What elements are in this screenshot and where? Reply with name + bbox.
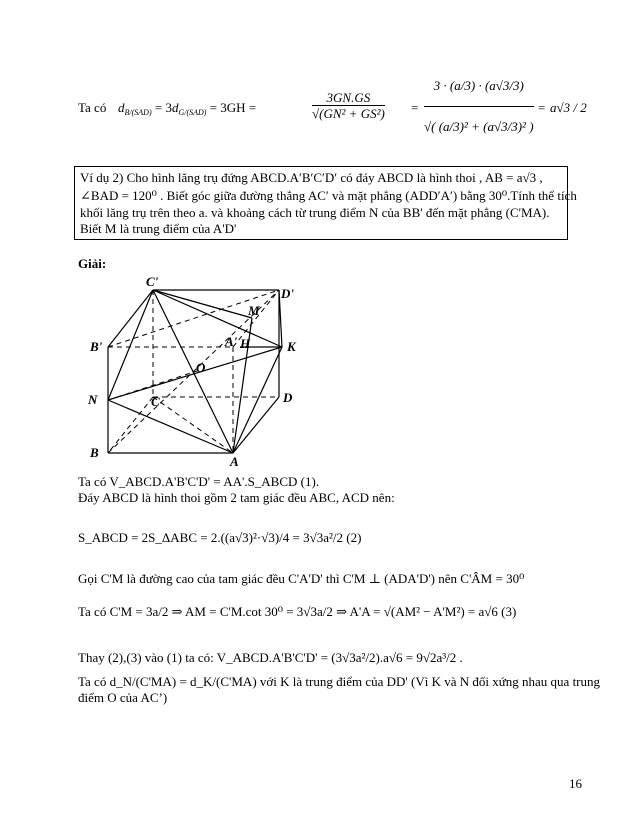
big-fraction: $\frac{3 \cdot (a/3) \cdot (a√3/3)}{\text{√( (a/3)² + (a√3/3)² )}}$ [424,66,534,147]
gh-fraction: $\frac{3GN.GS}{\text{√(GN² + GS²)}}$ [312,90,385,121]
label-b-prime: B' [90,339,103,354]
example-line-2: ∠BAD = 120⁰ . Biết góc giữa đường thẳng AC′ và mặt phẳng (ADD′A′) bằng 30⁰.Tính thể tích [80,188,577,203]
body-line-8: điểm O của AC’) [78,690,168,705]
label-c-prime: C' [146,274,159,289]
body-line-6: Thay (2),(3) vào (1) ta có: V_ABCD.A'B'C'D' = (3√3a²/2).a√6 = 9√2a³/2 . [78,650,463,665]
label-k: K [287,339,296,354]
body-line-7: Ta có d_N/(C'MA) = d_K/(C'MA) với K là trung điểm của DD' (Vì K và N đối xứng nhau qua trung [78,674,601,689]
top-result: a√3 / 2 [550,100,587,115]
example-line-1: Ví dụ 2) Cho hình lăng trụ đứng ABCD.A′B′C′D′ có đáy ABCD là hình thoi , AB = a√3 , [80,170,543,185]
label-d-prime: D' [281,286,294,301]
label-b: B [90,445,99,460]
equals-sign-2: = [538,100,546,115]
top-formula-prefix: Ta có [78,100,107,115]
label-a: A [230,454,239,469]
label-a-prime: A' [225,334,238,349]
body-line-4: Gọi C'M là đường cao của tam giác đều C'A'D' thì C'M ⊥ (ADA'D') nên C'ÂM = 30⁰ [78,571,525,586]
label-m: M [248,303,260,318]
body-line-5: Ta có C'M = 3a/2 ⇒ AM = C'M.cot 30⁰ = 3√3a/2 ⇒ A'A = √(AM² − A'M²) = a√6 (3) [78,604,517,619]
label-h: H [240,336,251,351]
label-d: D [283,390,293,405]
page-number: 16 [569,776,582,791]
label-n: N [88,392,98,407]
body-line-2: Đáy ABCD là hình thoi gồm 2 tam giác đều ABC, ACD nên: [78,490,395,505]
body-line-1: Ta có V_ABCD.A'B'C'D' = AA'.S_ABCD (1). [78,474,320,489]
label-o: O [196,360,206,375]
solution-heading: Giải: [78,256,107,271]
equals-sign: = [411,100,419,115]
body-line-3: S_ABCD = 2S_ΔABC = 2.((a√3)²·√3)/4 = 3√3a²/2 (2) [78,530,362,545]
example-line-4: Biết M là trung điểm của A'D' [80,221,237,236]
distance-b: $d_{B/(SAD)} = 3d_{G/(SAD)} = 3GH$ = [118,100,257,117]
example-line-3: khối lăng trụ trên theo a. và khoảng cách từ trung điểm N của BB' đến mặt phẳng (C'MA). [80,205,550,220]
label-c: C [151,394,160,409]
